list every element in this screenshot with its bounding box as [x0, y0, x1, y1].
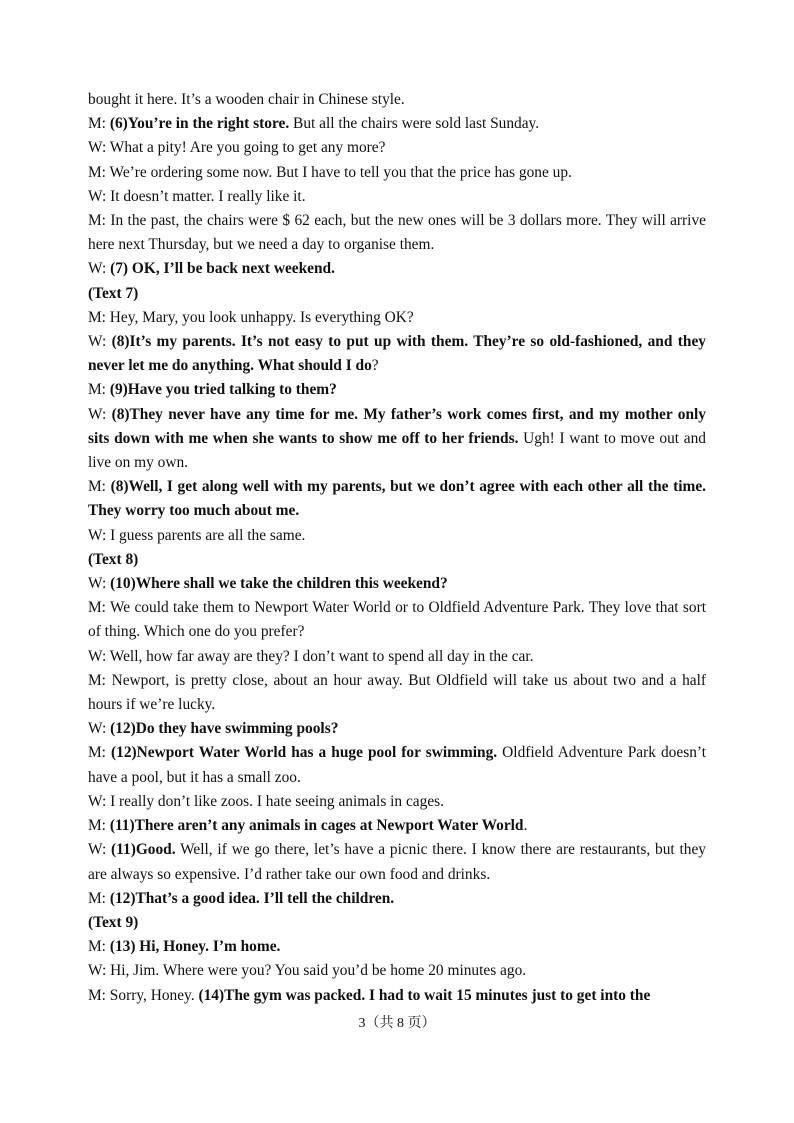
transcript-line: [88, 717, 706, 741]
line-text: W:: [88, 260, 111, 278]
transcript-line: [88, 596, 706, 644]
answer-highlight: (11)Good.: [111, 841, 176, 859]
answer-highlight: (12)Do they have swimming pools?: [110, 720, 339, 738]
transcript-line: [88, 669, 706, 717]
line-text: W: It doesn’t matter. I really like it.: [88, 187, 306, 205]
transcript-line: [88, 911, 706, 935]
transcript-line: [88, 209, 706, 257]
transcript-line: [88, 475, 706, 523]
answer-highlight: (10)Where shall we take the children this weekend?: [110, 575, 448, 593]
answer-highlight: (13) Hi, Honey. I’m home.: [109, 938, 281, 956]
line-text: M:: [88, 381, 110, 399]
transcript-line: [88, 88, 706, 112]
line-text: .: [523, 817, 528, 835]
transcript-line: [88, 378, 706, 402]
line-text: M: We’re ordering some now. But I have to tell you that the price has gone up.: [88, 163, 572, 181]
transcript-line: [88, 935, 706, 959]
line-text: W:: [88, 575, 111, 593]
line-text: M: Newport, is pretty close, about an hour away. But Oldfield will take us about two and a half hours if we’re lucky.: [88, 671, 706, 714]
line-text: M:: [88, 889, 110, 907]
transcript-line: [88, 524, 706, 548]
line-text: W:: [88, 720, 111, 738]
document-body: [88, 88, 706, 1008]
transcript-line: [88, 741, 706, 789]
line-text: M: Hey, Mary, you look unhappy. Is everything OK?: [88, 308, 414, 326]
line-text: W:: [88, 841, 112, 859]
transcript-line: [88, 112, 706, 136]
line-text: M:: [88, 817, 110, 835]
line-text: M:: [88, 478, 111, 496]
answer-highlight: (9)Have you tried talking to them?: [109, 381, 337, 399]
line-text: M: Sorry, Honey.: [88, 986, 199, 1004]
answer-highlight: (12)Newport Water World has a huge pool for swimming.: [111, 744, 498, 762]
transcript-line: [88, 185, 706, 209]
line-text: W: What a pity! Are you going to get any more?: [88, 139, 386, 157]
line-text: M:: [88, 938, 110, 956]
line-text: ?: [371, 357, 379, 375]
answer-highlight: (12)That’s a good idea. I’ll tell the children.: [109, 889, 395, 907]
line-text: M: We could take them to Newport Water World or to Oldfield Adventure Park. They love that sort of thing. Which one do you prefer?: [88, 599, 706, 641]
transcript-line: [88, 161, 706, 185]
answer-highlight: (Text 7): [88, 284, 139, 302]
answer-highlight: (7) OK, I’ll be back next weekend.: [110, 260, 335, 278]
transcript-line: [88, 548, 706, 572]
answer-highlight: (8)They never have any time for me. My father’s work comes first, and my mother only sits down with me when she wants to show me off to her friends.: [88, 405, 706, 447]
transcript-line: [88, 403, 706, 476]
transcript-line: [88, 572, 706, 596]
transcript-line: [88, 282, 706, 306]
line-text: bought it here. It’s a wooden chair in Chinese style.: [88, 91, 405, 108]
answer-highlight: (8)It’s my parents. It’s not easy to put up with them. They’re so old-fashioned, and they never let me do anything. What should I do: [88, 333, 706, 375]
line-text: W: Well, how far away are they? I don’t want to spend all day in the car.: [88, 647, 534, 665]
transcript-line: [88, 330, 706, 378]
transcript-line: [88, 790, 706, 814]
answer-highlight: (14)The gym was packed. I had to wait 15 minutes just to get into the: [198, 986, 651, 1004]
line-text: W: I guess parents are all the same.: [88, 526, 306, 544]
answer-highlight: (6)You’re in the right store.: [109, 115, 290, 133]
line-text: W: I really don’t like zoos. I hate seeing animals in cages.: [88, 792, 445, 810]
line-text: Well, if we go there, let’s have a picnic there. I know there are restaurants, but they are always so expensive. I’d rather take our own food and drinks.: [88, 841, 706, 883]
line-text: M:: [88, 744, 112, 762]
line-text: But all the chairs were sold last Sunday.: [289, 115, 540, 133]
line-text: W:: [88, 333, 112, 351]
line-text: M:: [88, 115, 110, 133]
line-text: W: Hi, Jim. Where were you? You said you’d be home 20 minutes ago.: [88, 962, 527, 980]
transcript-line: [88, 136, 706, 160]
answer-highlight: (Text 8): [88, 550, 139, 568]
answer-highlight: (Text 9): [88, 913, 139, 931]
line-text: M: In the past, the chairs were $ 62 each, but the new ones will be 3 dollars more. They will arrive here next Thursday, but we need a day to organise them.: [88, 212, 706, 254]
transcript-line: [88, 887, 706, 911]
transcript-line: [88, 984, 706, 1008]
page-footer: 3（共 8 页）: [358, 1016, 436, 1031]
transcript-line: [88, 306, 706, 330]
answer-highlight: (8)Well, I get along well with my parents, but we don’t agree with each other all the time. They worry too much about me.: [88, 478, 706, 520]
answer-highlight: (11)There aren’t any animals in cages at Newport Water World: [109, 817, 524, 835]
transcript-line: [88, 257, 706, 281]
line-text: W:: [88, 405, 112, 423]
transcript-line: [88, 814, 706, 838]
line-text: Ugh! I want to move out and live on my own.: [88, 429, 706, 472]
transcript-line: [88, 645, 706, 669]
line-text: Oldfield Adventure Park doesn’t have a pool, but it has a small zoo.: [88, 744, 707, 786]
transcript-line: [88, 838, 706, 886]
transcript-line: [88, 959, 706, 983]
